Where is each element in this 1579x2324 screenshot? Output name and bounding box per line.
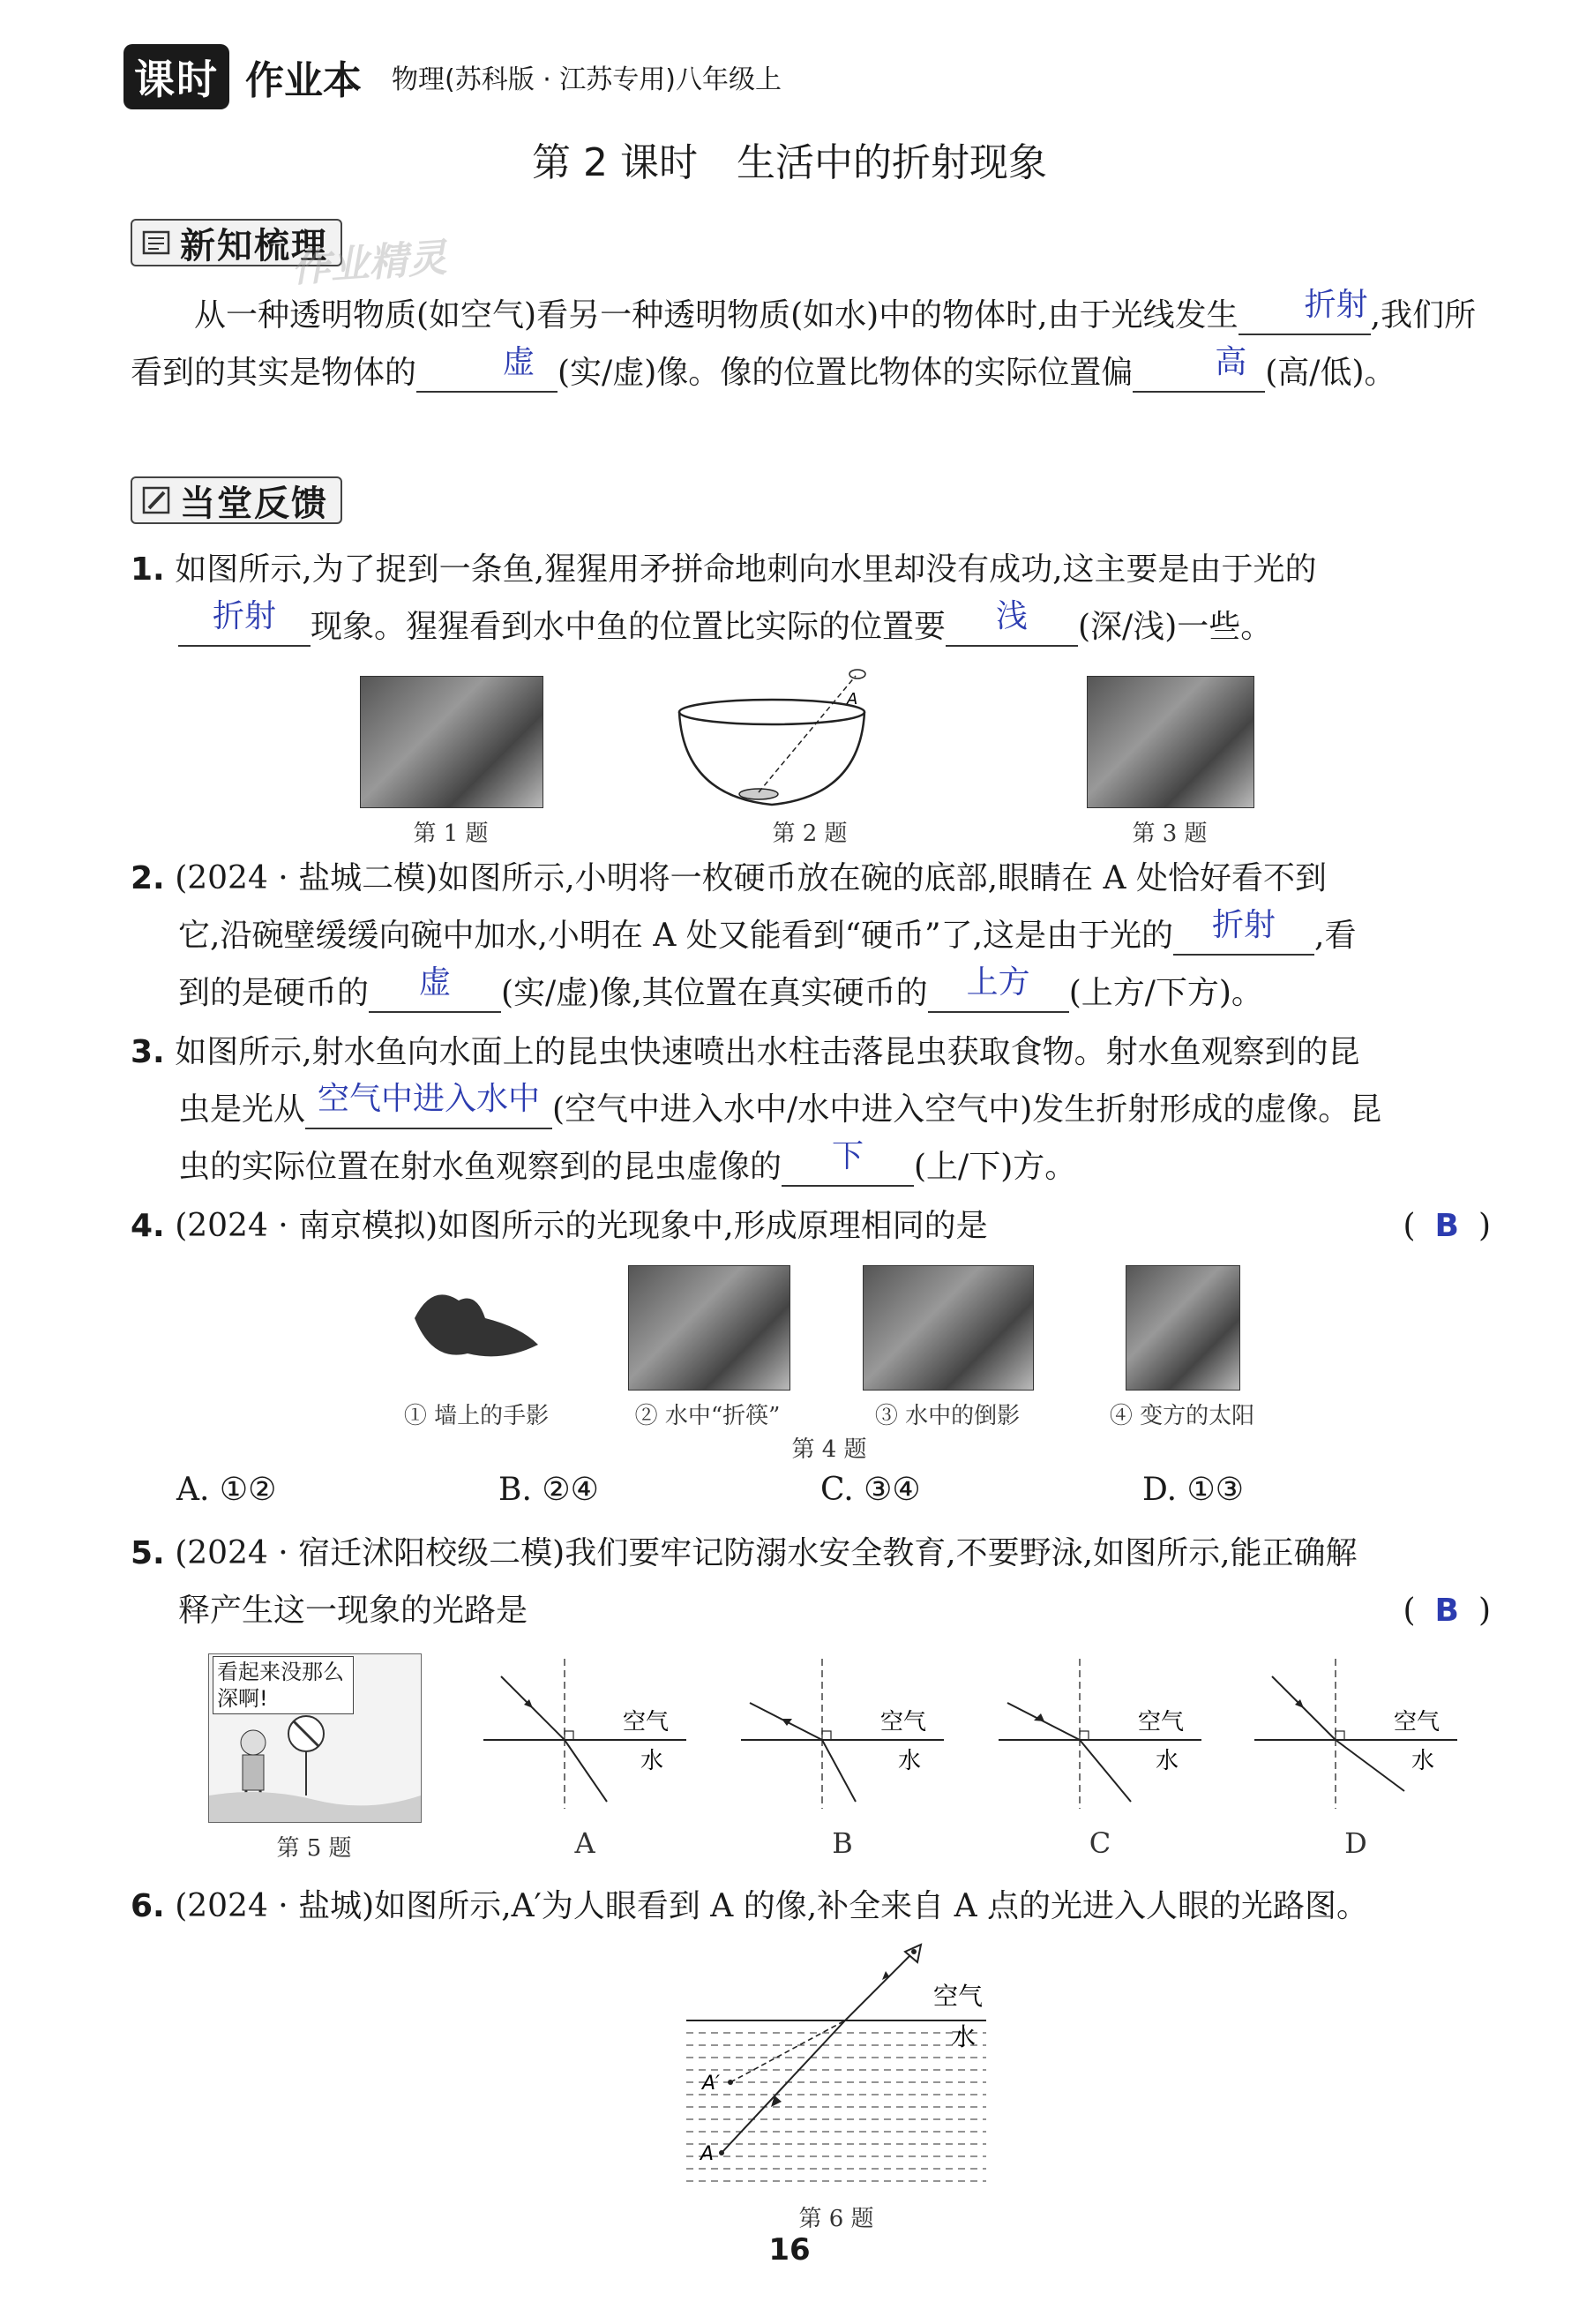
svg-text:空气: 空气	[933, 1982, 984, 2011]
image-label: ② 水中“折筷”	[634, 1403, 781, 1429]
figure-1-photo	[360, 676, 543, 808]
answer-blank[interactable]: 折射	[1173, 918, 1314, 956]
diagram-label: D	[1344, 1826, 1367, 1860]
section-title: 当堂反馈	[180, 483, 328, 524]
answer-blank[interactable]: 空气中进入水中	[305, 1092, 552, 1129]
svg-text:水: 水	[640, 1748, 664, 1774]
svg-text:水: 水	[1156, 1748, 1179, 1774]
speech-bubble: 看起来没那么深啊!	[213, 1656, 354, 1714]
svg-text:水: 水	[1411, 1748, 1435, 1774]
option-b[interactable]: B. ②④	[498, 1472, 599, 1508]
figure-2-caption: 第 2 题	[772, 821, 848, 847]
answer-blank[interactable]: 折射	[1239, 298, 1371, 335]
diagram-label: A	[574, 1826, 595, 1860]
figure-6-diagram	[686, 1941, 986, 2188]
option-c[interactable]: C. ③④	[820, 1472, 921, 1508]
question-3: 3. 如图所示,射水鱼向水面上的昆虫快速喷出水柱击落昆虫获取食物。射水鱼观察到的昆 虫是光从 空气中进入水中 (空气中进入水中/水中进入空气中)发生折射形成的虚像。昆 虫的实际位置在射水鱼观察到的昆虫虚像的 下 (上/下)方。	[131, 1034, 1382, 1185]
svg-text:A: A	[700, 2143, 715, 2165]
section-class-feedback	[131, 476, 342, 524]
answer-blank[interactable]: 折射	[178, 610, 311, 647]
svg-text:空气: 空气	[880, 1709, 927, 1736]
image-label: ④ 变方的太阳	[1109, 1403, 1255, 1429]
image-label: ③ 水中的倒影	[874, 1403, 1021, 1429]
figure-4-chopstick	[628, 1265, 790, 1391]
question-4-options	[176, 1472, 1464, 1508]
page-number: 16	[768, 2232, 811, 2268]
answer-blank[interactable]: 虚	[416, 356, 558, 393]
svg-text:水: 水	[951, 2022, 977, 2051]
figure-3-photo	[1087, 676, 1254, 808]
figure-6-caption: 第 6 题	[798, 2206, 874, 2232]
answer-blank[interactable]: 高	[1133, 356, 1265, 393]
section1-paragraph: 从一种透明物质(如空气)看另一种透明物质(如水)中的物体时,由于光线发生 折射,我们所看到的其实是物体的 虚 (实/虚)像。像的位置比物体的实际位置偏 高 (高/低)。	[131, 287, 1477, 391]
diagram-label: C	[1089, 1826, 1111, 1860]
question-4: 4. (2024 · 南京模拟)如图所示的光现象中,形成原理相同的是	[131, 1208, 988, 1244]
figure-3-caption: 第 3 题	[1132, 821, 1208, 847]
section-title: 新知梳理	[180, 225, 328, 266]
diagram-label: B	[832, 1826, 853, 1860]
question-6: 6. (2024 · 盐城)如图所示,A′为人眼看到 A 的像,补全来自 A 点的光进入人眼的光路图。	[131, 1888, 1369, 1924]
figure-4-reflection	[863, 1265, 1034, 1391]
svg-text:A′: A′	[702, 2073, 721, 2095]
lesson-title: 第 2 课时 生活中的折射现象	[532, 140, 1047, 185]
page-header	[123, 44, 782, 109]
subject-label: 物理(苏科版 · 江苏专用)八年级上	[392, 64, 782, 95]
pencil-icon	[141, 485, 171, 515]
option-d[interactable]: D. ①③	[1142, 1472, 1245, 1508]
figure-5-caption: 第 5 题	[276, 1835, 352, 1862]
svg-text:空气: 空气	[1138, 1709, 1185, 1736]
question-2: 2. (2024 · 盐城二模)如图所示,小明将一枚硬币放在碗的底部,眼睛在 A 处恰好看不到 它,沿碗壁缓缓向碗中加水,小明在 A 处又能看到“硬币”了,这是由于光的 折射 ,看 到的是硬币的 虚 (实/虚)像,其位置在真实硬币的 上方 (上方/下方)。	[131, 860, 1357, 1011]
question-1: 1. 如图所示,为了捉到一条鱼,猩猩用矛拼命地刺向水里却没有成功,这主要是由于光的 折射 现象。猩猩看到水中鱼的位置比实际的位置要 浅 (深/浅)一些。	[131, 551, 1317, 645]
watermark: 作业精灵	[289, 235, 448, 292]
figure-4-hand-shadow	[397, 1265, 556, 1389]
brand-name: 作业本	[245, 58, 362, 103]
book-icon	[141, 228, 171, 258]
answer-choice[interactable]: ( B )	[1403, 1208, 1491, 1244]
answer-blank[interactable]: 浅	[946, 610, 1078, 647]
diagram-d	[1254, 1659, 1457, 1809]
figure-4-caption: 第 4 题	[791, 1436, 867, 1463]
figure-1-caption: 第 1 题	[413, 821, 489, 847]
figure-4-sun	[1126, 1265, 1240, 1391]
answer-blank[interactable]: 虚	[369, 976, 501, 1013]
brand-logo: 课时	[123, 44, 229, 109]
diagram-a	[483, 1659, 686, 1809]
figure-5-cartoon	[208, 1653, 422, 1823]
diagram-c	[999, 1659, 1201, 1809]
question-5: 5. (2024 · 宿迁沭阳校级二模)我们要牢记防溺水安全教育,不要野泳,如图所示,能正确解 释产生这一现象的光路是	[131, 1535, 1358, 1629]
answer-choice[interactable]: ( B )	[1403, 1593, 1491, 1629]
figure-2-bowl	[670, 663, 873, 813]
svg-text:A: A	[847, 690, 858, 708]
svg-text:空气: 空气	[1394, 1709, 1441, 1736]
option-a[interactable]: A. ①②	[176, 1472, 277, 1508]
image-label: ① 墙上的手影	[403, 1403, 550, 1429]
answer-blank[interactable]: 上方	[928, 976, 1069, 1013]
svg-text:空气: 空气	[623, 1709, 670, 1736]
answer-blank[interactable]: 下	[782, 1150, 914, 1187]
svg-text:水: 水	[898, 1748, 922, 1774]
diagram-b	[741, 1659, 944, 1809]
